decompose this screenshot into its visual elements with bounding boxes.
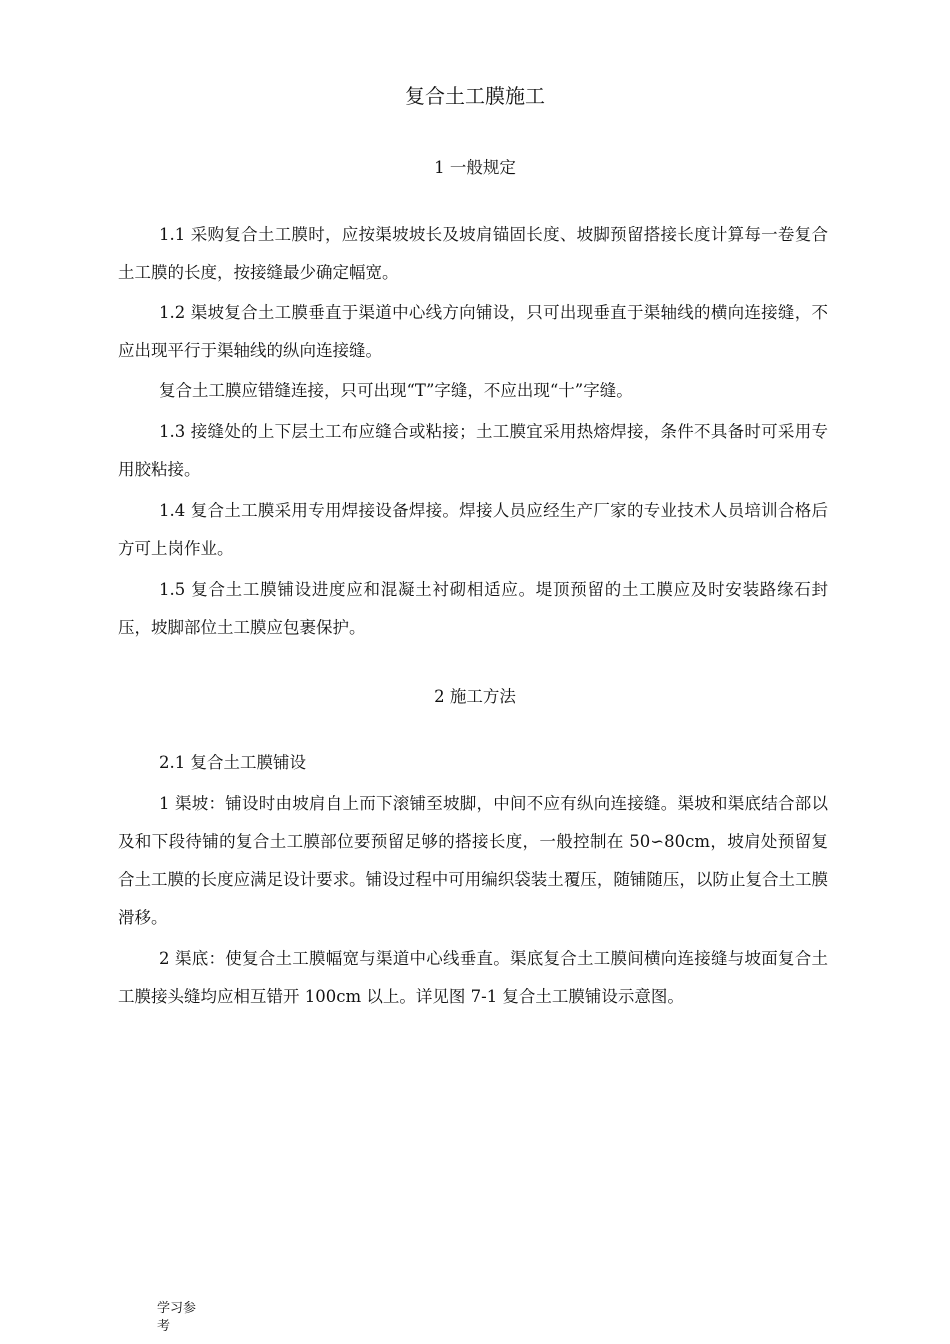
paragraph-1-5: 1.5 复合土工膜铺设进度应和混凝土衬砌相适应。堤顶预留的土工膜应及时安装路缘石封压，坡脚部位土工膜应包裹保护。: [118, 580, 828, 637]
paragraph-1-3: 1.3 接缝处的上下层土工布应缝合或粘接；土工膜宜采用热熔焊接，条件不具备时可采用专用胶粘接。: [118, 422, 828, 479]
paragraph-2-1: 2.1 复合土工膜铺设: [159, 753, 306, 772]
document-title: 复合土工膜施工: [405, 84, 545, 108]
paragraph-bottom: 2 渠底：使复合土工膜幅宽与渠道中心线垂直。渠底复合土工膜间横向连接缝与坡面复合土工膜接头缝均应相互错开 100cm 以上。详见图 7-1 复合土工膜铺设示意图。: [118, 949, 828, 1006]
section-heading-general: 1 一般规定: [434, 158, 516, 177]
paragraph-1-4: 1.4 复合土工膜采用专用焊接设备焊接。焊接人员应经生产厂家的专业技术人员培训合格后方可上岗作业。: [118, 501, 828, 558]
paragraph-slope: 1 渠坡：铺设时由坡肩自上而下滚铺至坡脚，中间不应有纵向连接缝。渠坡和渠底结合部以及和下段待铺的复合土工膜部位要预留足够的搭接长度，一般控制在 50∽80cm，坡肩处预留复合土工膜的长度应满足设计要求。铺设过程中可用编织袋装土覆压，随铺随压，以防止复合土工膜滑移。: [118, 794, 828, 927]
paragraph-1-2: 1.2 渠坡复合土工膜垂直于渠道中心线方向铺设，只可出现垂直于渠轴线的横向连接缝，不应出现平行于渠轴线的纵向连接缝。: [118, 303, 828, 360]
footer-note: 学习参考: [157, 1301, 197, 1334]
paragraph-1-1: 1.1 采购复合土工膜时，应按渠坡坡长及坡肩锚固长度、坡脚预留搭接长度计算每一卷复合土工膜的长度，按接缝最少确定幅宽。: [118, 225, 828, 282]
section-heading-construction-method: 2 施工方法: [434, 687, 516, 706]
paragraph-staggered-seams: 复合土工膜应错缝连接，只可出现“T”字缝，不应出现“十”字缝。: [159, 381, 633, 400]
